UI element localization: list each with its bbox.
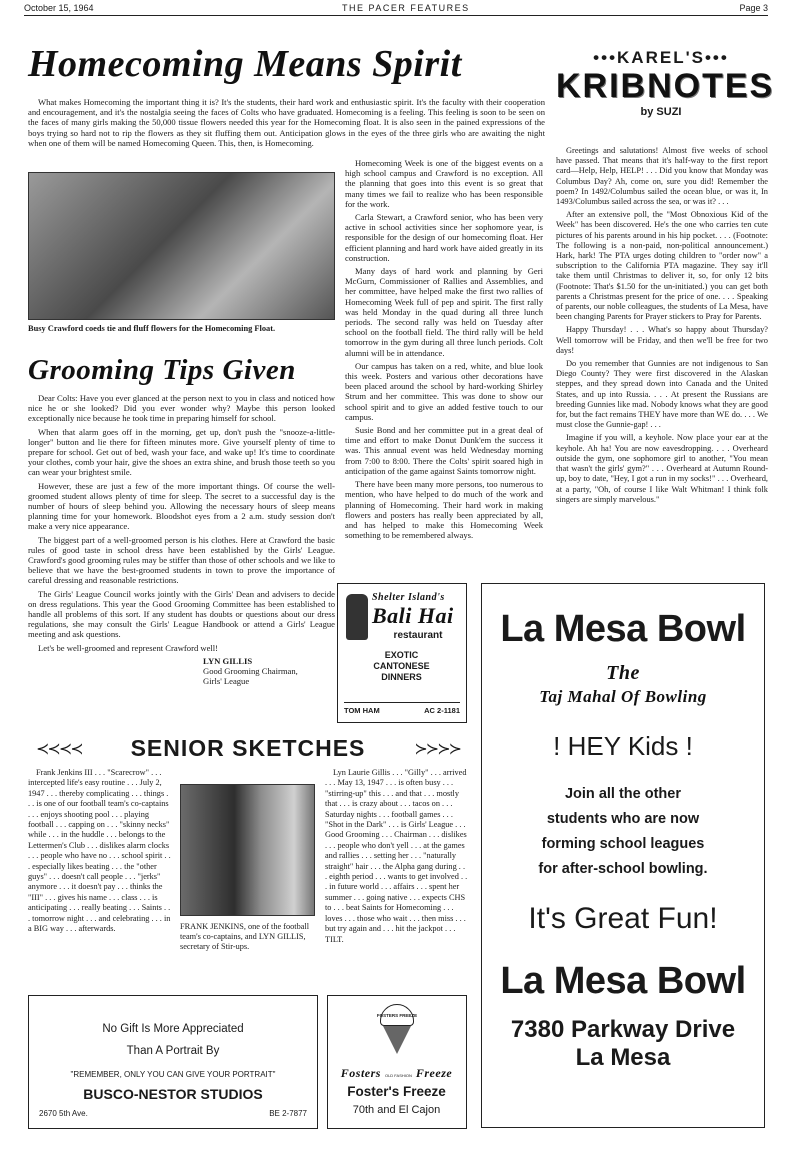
laurel-right-icon: ≻≻≻≻ xyxy=(414,741,460,758)
signature-title: Good Grooming Chairman, xyxy=(203,666,298,677)
grooming-body xyxy=(28,393,335,686)
senior-headline: SENIOR SKETCHES xyxy=(130,735,366,761)
lamesa-address-line2: La Mesa xyxy=(575,1044,671,1071)
balihai-cuisine xyxy=(338,650,465,683)
kribnotes-body xyxy=(556,146,768,508)
kribnotes-paragraph: After an extensive poll, the "Most Obnoxious Kid of the Week" has been discovered. He's the one who carries ten cute pictures of his parents around in his hip pocket. . . . (Footnote: The following is a non-paid, non-political announcement.) Hark, hark! The PTA urges doting children to "order now" a subscription to the California PTA magazine. They say it'll take them until Christmas to deliver it, so, for only 12 bits (Footnote: That's $1.50 for the un-initiated.) you can get both parents a Christmas present for the price of one. . . . Speaking of parents, our noble colleagues, the students of La Mesa, have been changing Parents for Prayer stickers to Pray for Parents. xyxy=(556,210,768,322)
grooming-paragraph: When that alarm goes off in the morning, get up, don't push the "snooze-a-little-longer" button and lie there for fifteen minutes more. Give yourself plenty of time to prepare for school. Get out of bed, wash your face, and wake up! It's time to coordinate your clothes, comb your hair, give the shoes an extra shine, and brush those teeth so you can wear your brightest smile. xyxy=(28,426,335,478)
balihai-contact-name: TOM HAM xyxy=(344,706,380,715)
lamesa-great-fun: It's Great Fun! xyxy=(528,902,718,935)
balihai-line5: CANTONESE xyxy=(373,661,430,671)
kribnotes-title-top: KAREL'S xyxy=(617,48,705,67)
busco-line2: Than A Portrait By xyxy=(126,1045,220,1057)
senior-frank xyxy=(28,768,171,938)
grooming-paragraph: The biggest part of a well-groomed person is his clothes. Here at Crawford the basic rules of good taste in school dress have been established by the Girls' League. Crawford's good grooming rules may be stiffer than those of other schools and we like to believe that we have the best-groomed students in town to prove the importance of careful dressing and reasonable restrictions. xyxy=(28,534,335,586)
fosters-cone-text: FOSTERS FREEZE xyxy=(376,1013,418,1018)
lyn-sketch: Lyn Laurie Gillis . . . "Gilly" . . . arrived . . . May 13, 1947 . . . is often busy . . . "stirring-up" this . . . and that . . . mostly that . . . is crazy about . . . tacos on . . . Saturday nights . . . football games . . . "Shot in the Dark" . . . is Girls' League . . . Good Grooming . . . Chairman . . . dislikes . . . people who don't yell . . . at the games and rallies . . . setting her . . . "naturally straight" hair . . . the Alpha gang during . . . eighth period . . . wants to get involved . . . in future world . . . affairs . . . spent her summer . . . going native . . . expects CHS to . . . beat Saints for Homecoming . . . loves . . . those who wait . . . then miss . . . but try again and . . . hit the jackpot . . . TILT. xyxy=(325,768,468,944)
lamesa-body xyxy=(482,782,764,882)
issue-date: October 15, 1964 xyxy=(24,3,94,13)
homecoming-photo xyxy=(28,172,335,320)
page-number: Page 3 xyxy=(739,3,768,13)
homecoming-body xyxy=(345,158,543,543)
balihai-line3: restaurant xyxy=(393,630,443,641)
section-title: THE PACER FEATURES xyxy=(342,3,470,13)
kribnotes-dots-left: ••• xyxy=(593,48,618,67)
lamesa-body-line: for after-school bowling. xyxy=(538,861,708,877)
balihai-line1: Shelter Island's xyxy=(372,592,445,603)
homecoming-paragraph: Homecoming Week is one of the biggest events on a high school campus and Crawford is no exception. All the planning that goes into this event is so great that many times we fail to realize who has been responsible for the work. xyxy=(345,158,543,209)
tiki-icon xyxy=(346,594,368,640)
lamesa-the: The xyxy=(606,662,640,684)
frank-sketch: Frank Jenkins III . . . "Scarecrow" . . . intercepted life's easy routine . . . July 2, 1947 . . . thereby complicating . . . things . . . is one of our football team's co-captains . . . enjoys shooting pool . . . playing football . . . capping on . . . "skinny necks" while . . . in the huddle . . . belongs to the Lettermen's Club . . . dislikes alarm clocks . . . people who have no . . . school spirit . . . especially likes beating . . . the "other guys" . . . doesn't call people . . . "jerks" anymore . . . it doesn't pay . . . thinks the "III" . . . gives his name . . . class . . . is anticipating . . . really beating . . . Saints . . . tomorrow night . . . and celebrating . . . in a BIG way . . . afterwards. xyxy=(28,768,171,934)
lamesa-body-line: forming school leagues xyxy=(541,836,705,852)
balihai-contact xyxy=(344,702,460,715)
kribnotes-title-main: KRIBNOTES xyxy=(556,67,775,105)
busco-quote: "REMEMBER, ONLY YOU CAN GIVE YOUR PORTRAIT" xyxy=(70,1070,276,1079)
grooming-paragraph: However, these are just a few of the more important things. Of course the well-groomed student allows plenty of time for sleep. The secret to a successful day is the number of hours of sleep behind you. Allowing the necessary hours of sleep means planning time for your homework. Bloodshot eyes from a 2 a.m. study session don't make a very nice appearance. xyxy=(28,480,335,532)
lamesa-hey: ! HEY Kids ! xyxy=(553,731,693,761)
lamesa-title-2: La Mesa Bowl xyxy=(500,960,746,1002)
ice-cream-cone-icon xyxy=(380,1004,414,1056)
grooming-signature xyxy=(28,656,335,687)
busco-line1: No Gift Is More Appreciated xyxy=(102,1023,244,1035)
busco-phone: BE 2-7877 xyxy=(269,1109,307,1118)
homecoming-headline: Homecoming Means Spirit xyxy=(28,43,462,85)
busco-contact xyxy=(29,1109,317,1118)
homecoming-photo-caption: Busy Crawford coeds tie and fluff flowers for the Homecoming Float. xyxy=(28,324,276,333)
grooming-paragraph: Dear Colts: Have you ever glanced at the person next to you in class and noticed how nice he or she looked? Did you ever wonder why? Maybe this person looked exceptionally nice because he took time in preparing himself for school. xyxy=(28,393,335,424)
fosters-logo-small: OLD FASHION xyxy=(384,1073,412,1078)
kribnotes-paragraph: Happy Thursday! . . . What's so happy about Thursday? Well tomorrow will be Friday, and then we'll be free for two days! xyxy=(556,325,768,355)
grooming-paragraph: Let's be well-groomed and represent Crawford well! xyxy=(38,642,219,653)
busco-address: 2670 5th Ave. xyxy=(39,1109,88,1118)
grooming-headline: Grooming Tips Given xyxy=(28,354,296,386)
senior-lyn xyxy=(325,768,468,948)
senior-photo-caption: FRANK JENKINS, one of the football team's co-captains, and LYN GILLIS, secretary of Stir-ups. xyxy=(180,922,310,952)
lamesa-body-line: students who are now xyxy=(546,811,700,827)
lamesa-body-line: Join all the other xyxy=(564,786,681,802)
fosters-logo-end: Freeze xyxy=(415,1066,453,1080)
homecoming-paragraph: Our campus has taken on a red, white, and blue look this week. Posters and various other decorations have been placed around the school by hard-working Shirley Strum and her committee. This was done to show our school spirit and to give an added festive touch to our campus. xyxy=(345,360,543,422)
homecoming-paragraph: Carla Stewart, a Crawford senior, who has been very active in school activities since her sophomore year, is responsible for the design of our homecoming float. Her efficient planning and hard work have aided greatly in its construction. xyxy=(345,212,543,263)
busco-name: BUSCO-NESTOR STUDIOS xyxy=(83,1086,263,1102)
homecoming-intro xyxy=(28,97,545,151)
kribnotes-paragraph: Do you remember that Gunnies are not indigenous to San Diego County? They were first discovered in the Alaskan steppes, and they spread down into Canada and the United States, and up into Russia. . . . At present the Russians are breeding Gunnies like mad. Nobody knows what they are good for, but the fact remains THEY have more than WE do. . . . We must close the Gunnie-gap! . . . xyxy=(556,359,768,430)
busco-ad xyxy=(28,995,318,1129)
grooming-paragraph: The Girls' League Council works jointly with the Girls' Dean and advisers to decide on dress regulations. This year the Good Grooming Committee has been established to handle all problems of this sort. If any student has doubts or questions about our dress regulations, she may consult the Girls' League Handbook or attend a Girls' League meeting and ask questions. xyxy=(28,588,335,640)
busco-intro xyxy=(29,1018,317,1062)
kribnotes-byline: by SUZI xyxy=(640,106,682,118)
balihai-line6: DINNERS xyxy=(381,672,422,682)
homecoming-intro-text: What makes Homecoming the important thing it is? It's the students, their hard work and enthusiastic spirit. It's the faculty with their cooperation and encouragement, and it's the nostalgia seeing the faces of Colts who have graduated. Homecoming is a feeling. This feeling is soon to be seen on the faces of many girls making the 50,000 tissue flowers needed this year for the Homecoming float. It is also seen in the pained expressions of the boys trying so hard not to rip the flowers as they sit fluffing them out. Anticipation glows in the eyes of the three girls who are awaiting the night when one of them will be named Homecoming Queen. This, then, is Homecoming. xyxy=(28,97,545,148)
balihai-phone: AC 2-1181 xyxy=(424,706,460,715)
signature-org: Girls' League xyxy=(203,676,250,687)
lamesa-title: La Mesa Bowl xyxy=(500,608,746,650)
fosters-logo-first: Fosters xyxy=(340,1066,381,1080)
lamesa-bowl-ad xyxy=(481,583,765,1128)
homecoming-paragraph: Many days of hard work and planning by Geri McGurn, Commissioner of Rallies and Assemblies, and her committee, have helped make the first two rallies of Homecoming Week full of pep and spirit. The first rally was held Monday in the quad during all three lunch periods. The second rally was held on Tuesday after school on the football field. The third rally will be held tomorrow in the gym during all three lunch periods. Colt alumni will be in attendance. xyxy=(345,266,543,358)
lamesa-address xyxy=(482,1016,764,1072)
balihai-line4: EXOTIC xyxy=(384,650,419,660)
lamesa-tagline: Taj Mahal Of Bowling xyxy=(539,687,707,706)
kribnotes-logo xyxy=(556,42,775,138)
kribnotes-paragraph: Imagine if you will, a keyhole. Now place your ear at the keyhole. Ah ha! You are now eavesdropping. . . . Overheard outside the gym, one sophomore girl to another, "You mean that wasn't the girls' gym?" . . . Overheard at Autumn Round-up, boy to date, "Hey, I got a run in my socks!" . . . Overheard, at a party, "Oh, of course I like Walt Whitman! I think folk singers are simply marvelous." xyxy=(556,433,768,504)
kribnotes-paragraph: Greetings and salutations! Almost five weeks of school have passed. That means that it's half-way to the first report card—Help, Help, HELP! . . . Did you know that Monday was Columbus Day? Ah, come on, sure you did! Remember the poem? In 1492/Columbus sailed the ocean blue, or was it, In 1493/Columbus sailed across the sea, or was it? . . . xyxy=(556,146,768,207)
masthead xyxy=(24,2,768,16)
fosters-name: Foster's Freeze xyxy=(347,1084,446,1099)
fosters-logo xyxy=(328,1064,465,1082)
homecoming-paragraph: Susie Bond and her committee put in a great deal of time and effort to make Donut Dunk'em the success it was. This annual event was held Wednesday morning from 7:00 to 8:00. There the Colts' spirit soared high in anticipation of the game against Saints tomorrow night. xyxy=(345,425,543,476)
laurel-left-icon: ≺≺≺≺ xyxy=(36,741,82,758)
lamesa-address-line1: 7380 Parkway Drive xyxy=(510,1016,736,1043)
senior-photo xyxy=(180,784,315,916)
balihai-ad xyxy=(337,583,467,723)
kribnotes-dots-right: ••• xyxy=(704,48,729,67)
fosters-ad xyxy=(327,995,467,1129)
balihai-name: Bali Hai xyxy=(372,603,454,628)
homecoming-paragraph: There have been many more persons, too numerous to mention, who have helped to do much of the work and planning of Homecoming. Their hard work in making flowers and posters has really been appreciated by all, and has helped to make this Homecoming Week something to be remembered always. xyxy=(345,479,543,541)
fosters-location: 70th and El Cajon xyxy=(352,1104,441,1116)
senior-header xyxy=(28,735,468,759)
signature-name: LYN GILLIS xyxy=(203,655,253,666)
